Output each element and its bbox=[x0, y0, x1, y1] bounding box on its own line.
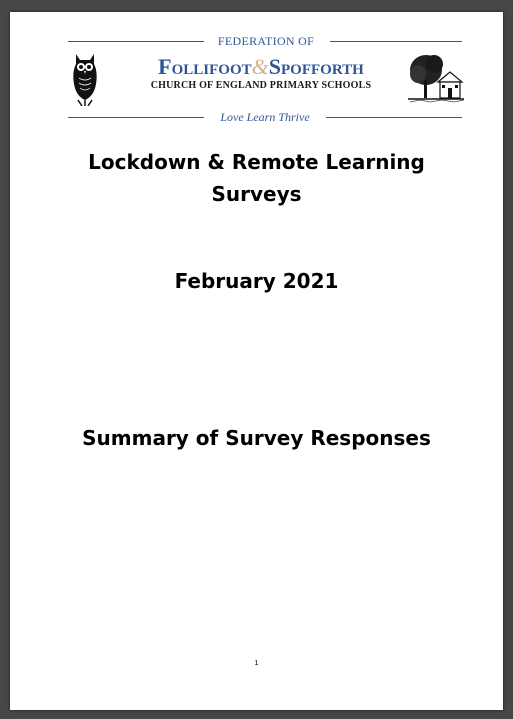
school-name-follifoot: Follifoot bbox=[158, 54, 252, 79]
document-title-line2: Surveys bbox=[211, 182, 302, 206]
document-subtitle: Summary of Survey Responses bbox=[82, 426, 431, 450]
church-of-england-label: CHURCH OF ENGLAND PRIMARY SCHOOLS bbox=[150, 80, 372, 91]
document-title-line1: Lockdown & Remote Learning bbox=[88, 150, 425, 174]
letterhead bbox=[68, 34, 462, 126]
school-name-ampersand: & bbox=[251, 54, 269, 79]
federation-label: FEDERATION OF bbox=[206, 34, 326, 48]
document-date: February 2021 bbox=[174, 269, 339, 293]
owl-icon bbox=[70, 50, 100, 106]
tree-and-church-icon bbox=[408, 52, 464, 104]
document-title bbox=[10, 146, 503, 210]
top-rule-left bbox=[68, 41, 204, 42]
school-name bbox=[108, 54, 414, 80]
page-number: 1 bbox=[254, 660, 259, 667]
bottom-rule-left bbox=[68, 117, 204, 118]
bottom-rule-right bbox=[326, 117, 462, 118]
motto: Love Learn Thrive bbox=[206, 110, 324, 124]
document-page bbox=[10, 12, 503, 710]
school-name-spofforth: Spofforth bbox=[268, 54, 364, 79]
top-rule-right bbox=[330, 41, 462, 42]
